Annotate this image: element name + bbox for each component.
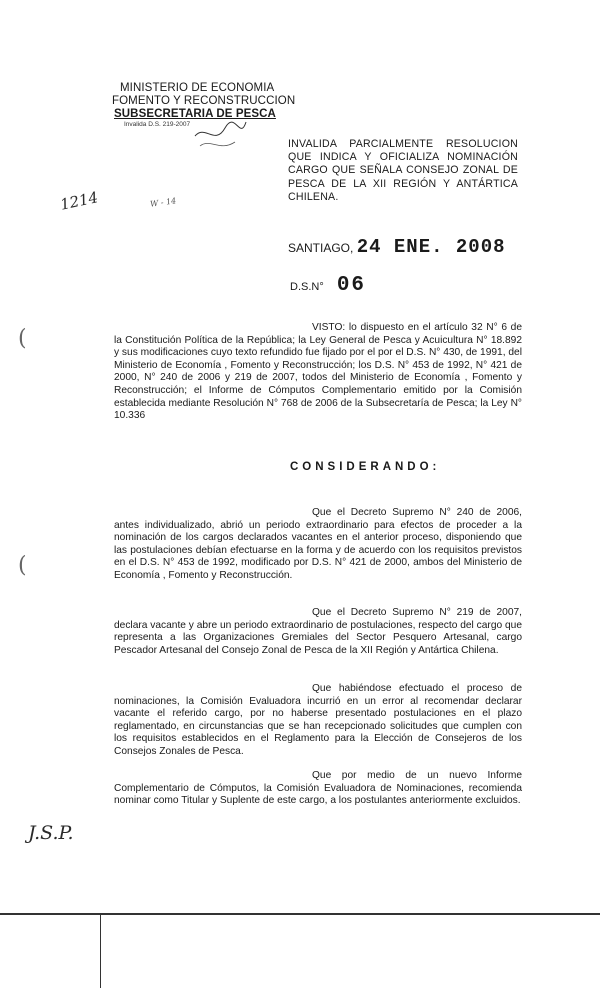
decree-label: D.S.N° bbox=[290, 281, 324, 293]
signature-scribble-icon bbox=[190, 116, 250, 156]
header-reference: Invalida D.S. 219-2007 bbox=[124, 121, 191, 128]
considerando-1 bbox=[114, 507, 522, 583]
considerando-1-text: Que el Decreto Supremo N° 240 de 2006, antes individualizado, abrió un periodo extraordinario para efectos de proceder a la nominación de los cargos declarados vacantes en el anterior proceso, disponiendo que las postulaciones debían efectuarse en la forma y de acuerdo con los requisitos previstos en el D.S. N° 453 de 1992, modificado por D.S. N° 421 de 2000, ambos del Ministerio de Economía , Fomento y Reconstrucción. bbox=[114, 507, 522, 581]
handwritten-initials: J.S.P. bbox=[28, 822, 74, 844]
ministry-subtitle: FOMENTO Y RECONSTRUCCION bbox=[112, 95, 296, 107]
visto-lead: VISTO: bbox=[312, 322, 346, 333]
punch-hole-mark-icon: ( bbox=[18, 553, 27, 578]
visto-text: lo dispuesto en el artículo 32 N° 6 de la Constitución Política de la República; la Ley General de Pesca y Acuicultura N° 18.892 y sus modificaciones cuyo texto refundido fue fijado por el por el D.S. N° 430, de 1991, del Ministerio de Economía , Fomento y Reconstrucción; los D.S. N° 453 de 1992, N° 421 de 2000, N° 240 de 2006 y 219 de 2007, todos del Ministerio de Economía , Fomento y Reconstrucción; el Informe de Cómputos Complementario emitido por la Comisión establecida mediante Resolución N° 768 de 2006 de la Subsecretaría de Pesca; la Ley N° 10.336 bbox=[114, 322, 522, 422]
undersecretariat-name: SUBSECRETARIA DE PESCA bbox=[114, 108, 276, 120]
considerando-2 bbox=[114, 607, 522, 657]
ministry-name: MINISTERIO DE ECONOMIA bbox=[120, 82, 275, 94]
decree-number: 06 bbox=[336, 274, 367, 297]
footer-divider bbox=[0, 913, 600, 915]
document-subject: INVALIDA PARCIALMENTE RESOLUCION QUE INDICA Y OFICIALIZA NOMINACIÓN CARGO QUE SEÑALA CONSEJO ZONAL DE PESCA DE LA XII REGIÓN Y ANTÁRTICA CHILENA. bbox=[288, 138, 518, 203]
city-date bbox=[288, 236, 506, 258]
considerando-heading: CONSIDERANDO: bbox=[290, 461, 441, 473]
date: 24 ENE. 2008 bbox=[356, 236, 506, 258]
handwritten-note-mid: W - 14 bbox=[149, 196, 177, 209]
considerando-3-text: Que habiéndose efectuado el proceso de nominaciones, la Comisión Evaluadora incurrió en un error al recomendar declarar vacante el referido cargo, por no haberse presentado postulaciones en el plazo reglamentado, en circunstancias que se han recepcionado solicitudes que cumplen con los requisitos establecidos en el Reglamento para la Elección de Consejeros de los Consejos Zonales de Pesca. bbox=[114, 683, 522, 757]
punch-hole-mark-icon: ( bbox=[18, 326, 27, 351]
footer-margin-rule bbox=[100, 913, 101, 988]
visto-paragraph bbox=[114, 322, 522, 423]
decree-number-line bbox=[290, 274, 366, 297]
handwritten-note-left: 1214 bbox=[58, 188, 100, 214]
considerando-4 bbox=[114, 770, 522, 808]
considerando-2-text: Que el Decreto Supremo N° 219 de 2007, declara vacante y abre un periodo extraordinario de postulaciones, respecto del cargo que representa a las Organizaciones Gremiales del Sector Pesquero Artesanal, cargo Pescador Artesanal del Consejo Zonal de Pesca de la XII Región y Antártica Chilena. bbox=[114, 607, 522, 656]
considerando-4-text: Que por medio de un nuevo Informe Complementario de Cómputos, la Comisión Evaluadora de Nominaciones, recomienda nominar como Titular y Suplente de este cargo, a los postulantes anteriormente excluidos. bbox=[114, 770, 522, 807]
city: SANTIAGO, bbox=[288, 241, 354, 255]
considerando-3 bbox=[114, 683, 522, 759]
